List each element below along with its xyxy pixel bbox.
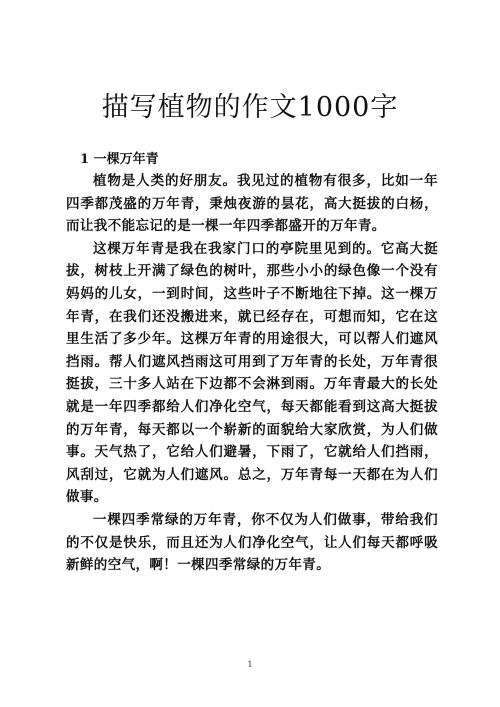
paragraph: 这棵万年青是我在我家门口的亭院里见到的。它高大挺拔，树枝上开满了绿色的树叶，那些小小的绿色像一个没有妈妈的儿女，一到时间，这些叶子不断地往下掉。这一棵万年青，在我们还没搬进来，就已经存在，可想而知，它在这里生活了多少年。这棵万年青的用途很大，可以帮人们遮风挡雨。帮人们遮风挡雨这可用到了万年青的长处，万年青很挺拔，三十多人站在下边都不会淋到雨。万年青最大的长处就是一年四季都给人们净化空气，每天都能看到这高大挺拔的万年青，每天都以一个崭新的面貌给大家欣赏，为人们做事。天气热了，它给人们避暑，下雨了，它就给人们挡雨，风刮过，它就为人们遮风。总之，万年青每一天都在为人们做事。 (66, 240, 438, 506)
section-heading: 1 一棵万年青 (80, 152, 159, 167)
document-title: 描写植物的作文1000字 (101, 92, 399, 123)
essay-body (66, 170, 438, 577)
paragraph: 一棵四季常绿的万年青，你不仅为人们做事，带给我们的不仅是快乐，而且还为人们净化空气，让人们每天都呼吸新鲜的空气，啊！一棵四季常绿的万年青。 (66, 511, 438, 574)
page-number: 1 (247, 660, 253, 669)
paragraph: 植物是人类的好朋友。我见过的植物有很多，比如一年四季都茂盛的万年青，秉烛夜游的昙花，高大挺拔的白杨，而让我不能忘记的是一棵一年四季都盛开的万年青。 (66, 173, 438, 235)
